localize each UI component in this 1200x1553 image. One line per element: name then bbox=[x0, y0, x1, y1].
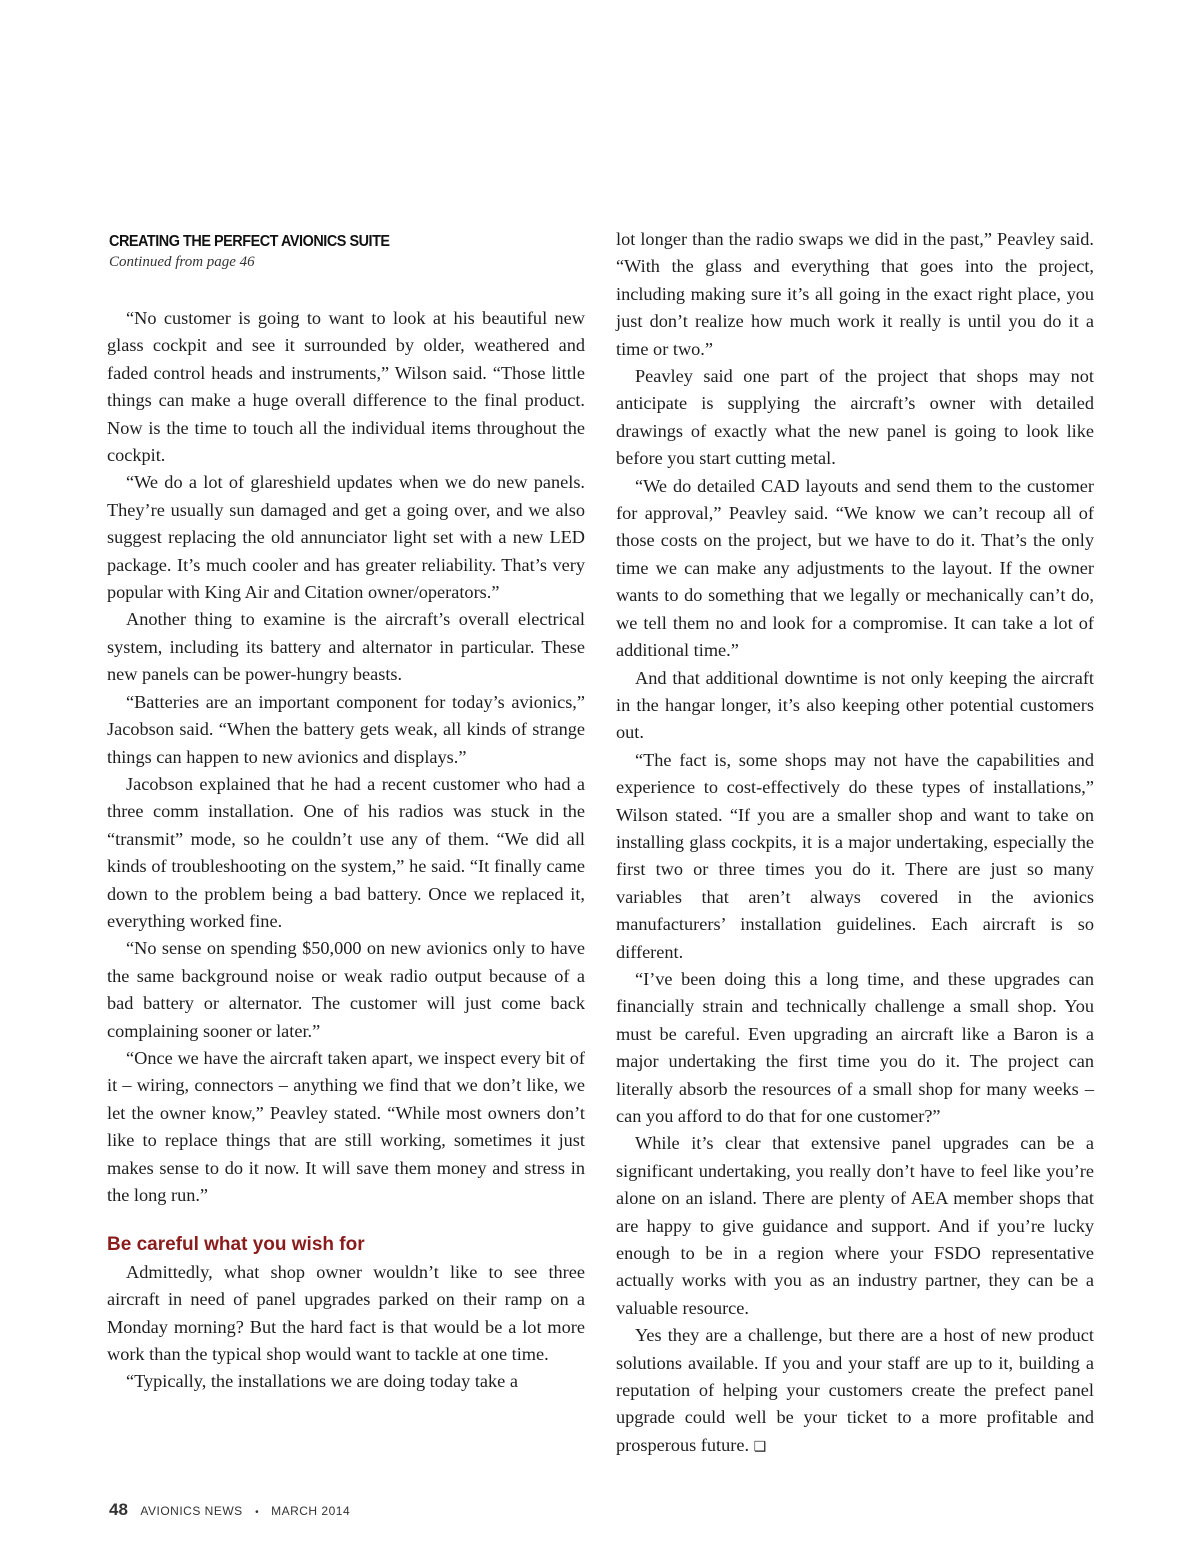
footer-separator: • bbox=[255, 1507, 259, 1518]
issue-date: MARCH 2014 bbox=[271, 1504, 351, 1518]
continued-from-note: Continued from page 46 bbox=[109, 254, 255, 270]
article-column-right bbox=[616, 226, 1094, 1461]
paragraph: “Once we have the aircraft taken apart, we inspect every bit of it – wiring, connectors – anything we find that we don’t like, we let the owner know,” Peavley stated. “While most owners don’t like to replace things that are still working, sometimes it just makes sense to do it now. It will save them money and stress in the long run.” bbox=[107, 1047, 585, 1205]
paragraph: “The fact is, some shops may not have the capabilities and experience to cost-effectively do these types of installations,” Wilson stated. “If you are a smaller shop and want to take on installing glass cockpits, it is a major undertaking, especially the first two or three times you do it. There are just so many variables that aren’t always covered in the avionics manufacturers’ installation guidelines. Each aircraft is so different. bbox=[616, 749, 1094, 962]
publication-name: AVIONICS NEWS bbox=[140, 1504, 243, 1518]
paragraph: Jacobson explained that he had a recent customer who had a three comm installation. One of his radios was stuck in the “transmit” mode, so he couldn’t use any of them. “We did all kinds of troubleshooting on the system,” he said. “It finally came down to the problem being a bad battery. Once we replaced it, everything worked fine. bbox=[107, 773, 585, 931]
paragraph: “Typically, the installations we are doing today take a bbox=[126, 1371, 518, 1392]
section-kicker: CREATING THE PERFECT AVIONICS SUITE bbox=[109, 233, 390, 250]
paragraph: “We do a lot of glareshield updates when we do new panels. They’re usually sun damaged and get a going over, and we also suggest replacing the old annunciator light set with a new LED package. It’s much cooler and has greater reliability. That’s very popular with King Air and Citation owner/operators.” bbox=[107, 472, 585, 603]
paragraph: Admittedly, what shop owner wouldn’t like to see three aircraft in need of panel upgrades parked on their ramp on a Monday morning? But the hard fact is that would be a lot more work than the typical shop would want to tackle at one time. bbox=[107, 1261, 585, 1365]
section-subhead: Be careful what you wish for bbox=[107, 1234, 365, 1256]
end-of-article-icon: ❑ bbox=[753, 1438, 767, 1455]
paragraph: “No customer is going to want to look at his beautiful new glass cockpit and see it surrounded by older, weathered and faded control heads and instruments,” Wilson said. “Those little things can make a huge overall difference to the final product. Now is the time to touch all the individual items throughout the cockpit. bbox=[107, 308, 585, 466]
page-footer bbox=[109, 1500, 350, 1520]
paragraph-text: Yes they are a challenge, but there are a host of new product solutions available. If you and your staff are up to it, building a reputation of helping your customers create the prefect panel upgrade could well be your ticket to a more profitable and prosperous future. bbox=[616, 1325, 1094, 1455]
paragraph: “I’ve been doing this a long time, and these upgrades can financially strain and technically challenge a small shop. You must be careful. Even upgrading an aircraft like a Baron is a major undertaking the first time you do it. The project can literally absorb the resources of a small shop for many weeks – can you afford to do that for one customer?” bbox=[616, 968, 1094, 1126]
article-column-left bbox=[107, 305, 585, 1396]
paragraph: While it’s clear that extensive panel upgrades can be a significant undertaking, you really don’t have to feel like you’re alone on an island. There are plenty of AEA member shops that are happy to give guidance and support. And if you’re lucky enough to be in a region where your FSDO representative actually works with you as an industry partner, they can be a valuable resource. bbox=[616, 1133, 1094, 1318]
paragraph: And that additional downtime is not only keeping the aircraft in the hangar longer, it’s also keeping other potential customers out. bbox=[616, 667, 1094, 743]
paragraph: “No sense on spending $50,000 on new avionics only to have the same background noise or weak radio output because of a bad battery or alternator. The customer will just come back complaining sooner or later.” bbox=[107, 938, 585, 1041]
paragraph: Peavley said one part of the project that shops may not anticipate is supplying the aircraft’s owner with detailed drawings of exactly what the new panel is going to look like before you start cutting metal. bbox=[616, 366, 1094, 469]
paragraph: Another thing to examine is the aircraft’s overall electrical system, including its battery and alternator in particular. These new panels can be power-hungry beasts. bbox=[107, 609, 585, 685]
page-number: 48 bbox=[109, 1500, 128, 1519]
paragraph: lot longer than the radio swaps we did in the past,” Peavley said. “With the glass and everything that goes into the project, including making sure it’s all going in the exact right place, you just don’t realize how much work it really is until you do it a time or two.” bbox=[616, 229, 1094, 359]
paragraph: “We do detailed CAD layouts and send them to the customer for approval,” Peavley said. “We know we can’t recoup all of those costs on the project, but we have to do it. That’s the only time we can make any adjustments to the layout. If the owner wants to do something that we legally or mechanically can’t do, we tell them no and look for a compromise. It can take a lot of additional time.” bbox=[616, 475, 1094, 661]
paragraph-final bbox=[616, 1322, 1094, 1461]
paragraph: “Batteries are an important component for today’s avionics,” Jacobson said. “When the battery gets weak, all kinds of strange things can happen to new avionics and displays.” bbox=[107, 691, 585, 767]
